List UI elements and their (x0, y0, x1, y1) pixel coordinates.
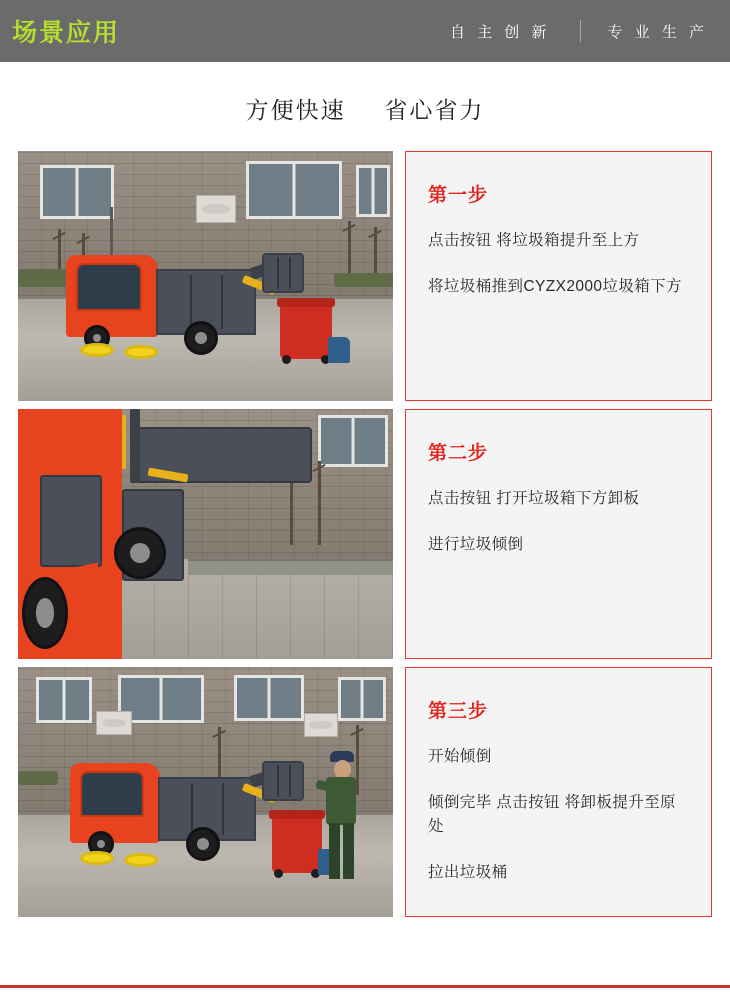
step-1-photo-truck-with-bin (18, 151, 393, 401)
step-1-text-panel (405, 151, 712, 401)
step-row (18, 409, 712, 659)
step-3-text-panel (405, 667, 712, 917)
steps-list (0, 151, 730, 917)
step-3-label: 第三步 (428, 701, 489, 722)
page-header (0, 0, 730, 62)
step-row (18, 667, 712, 917)
page-title: 场景应用 (12, 19, 121, 47)
worker-figure (318, 751, 366, 887)
step-2-line-1: 点击按钮 打开垃圾箱下方卸板 (428, 490, 640, 507)
bottom-white-band (0, 991, 730, 1004)
step-row (18, 151, 712, 401)
step-1-line-1: 点击按钮 将垃圾箱提升至上方 (428, 232, 640, 249)
section-heading-left: 方便快速 (245, 97, 346, 123)
step-3-line-2: 倾倒完毕 点击按钮 将卸板提升至原处 (428, 794, 676, 836)
step-2-photo-closeup-lifted-bin (18, 409, 393, 659)
slogan-divider (580, 20, 581, 42)
section-heading (0, 62, 730, 151)
bottom-accent-rule (0, 985, 730, 988)
section-heading-right: 省心省力 (384, 97, 485, 123)
step-3-photo-worker-pulling-bin (18, 667, 393, 917)
slogan-right: 专 业 生 产 (607, 23, 708, 41)
header-slogans (450, 20, 730, 42)
step-2-line-2: 进行垃圾倾倒 (428, 536, 524, 554)
slogan-left: 自 主 创 新 (449, 23, 551, 41)
step-1-label: 第一步 (428, 185, 489, 206)
step-2-label: 第二步 (428, 443, 489, 464)
step-1-line-2: 将垃圾桶推到CYZX2000垃圾箱下方 (428, 278, 682, 296)
step-2-text-panel (405, 409, 712, 659)
step-3-line-1: 开始倾倒 (428, 748, 492, 765)
step-3-line-3: 拉出垃圾桶 (428, 864, 508, 882)
